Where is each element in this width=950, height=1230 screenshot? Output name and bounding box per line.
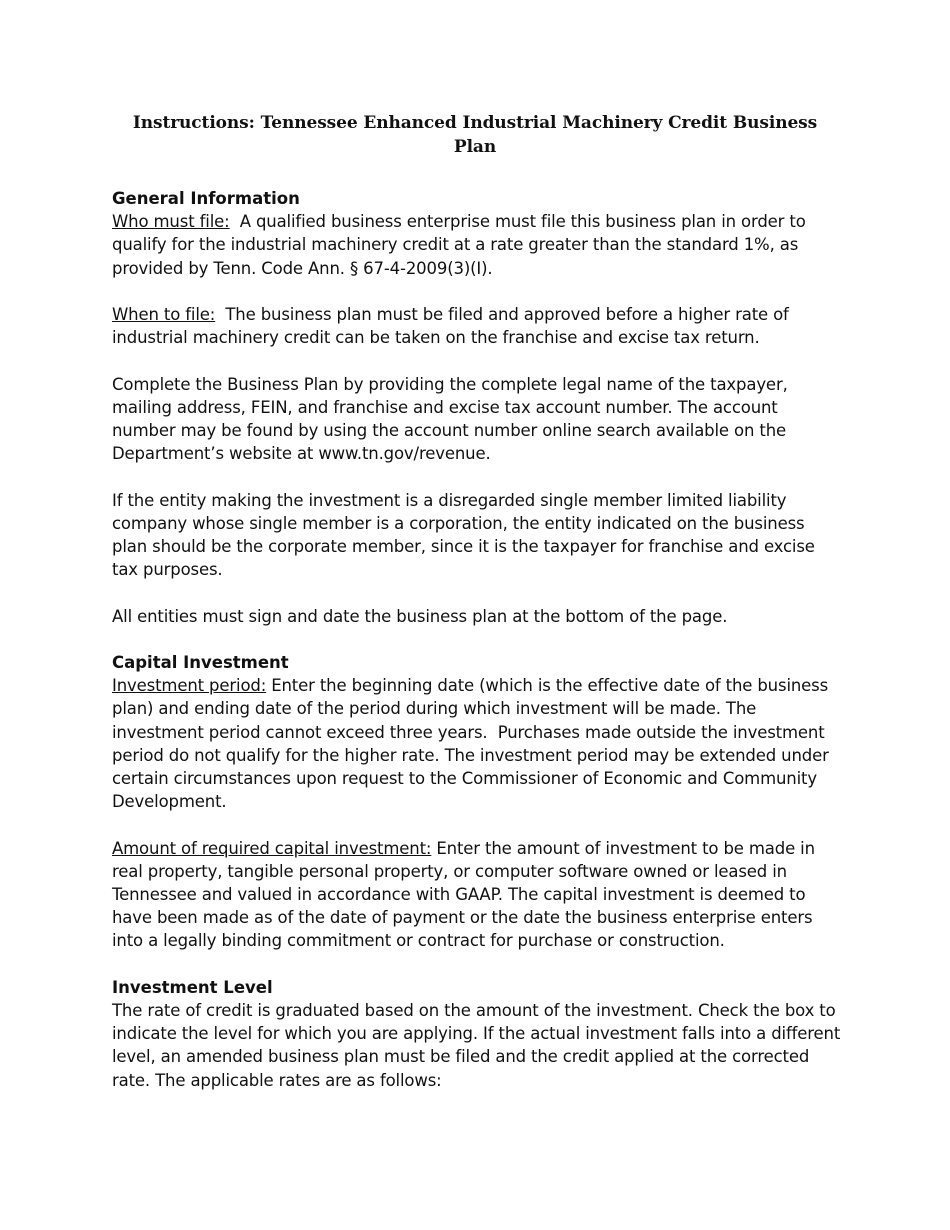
document-title: Instructions: Tennessee Enhanced Industrial Machinery Credit Business Plan [132, 113, 818, 157]
when-to-file-label: When to file: [112, 305, 216, 324]
investment-level-paragraph: The rate of credit is graduated based on the amount of the investment. Check the box to indicate the level for which you are applying. If the actual investment falls into a different level, an amended business plan must be filed and the credit applied at the corrected rate. The applicable rates are as follows: [112, 1001, 841, 1090]
sign-and-date-paragraph: All entities must sign and date the business plan at the bottom of the page. [112, 606, 728, 626]
investment-level-heading: Investment Level [112, 977, 273, 997]
required-investment-paragraph [112, 837, 842, 953]
who-must-file-text: A qualified business enterprise must file this business plan in order to qualify for the industrial machinery credit at a rate greater than the standard 1%, as provided by Tenn. Code Ann. § 67-4-2009(3)(I). [112, 212, 811, 278]
when-to-file-text: The business plan must be filed and approved before a higher rate of industrial machinery credit can be taken on the franchise and excise tax return. [112, 305, 794, 348]
who-must-file-paragraph [112, 210, 842, 280]
required-investment-label: Amount of required capital investment: [112, 838, 432, 858]
investment-period-text: Enter the beginning date (which is the effective date of the business plan) and ending date of the period during which investment will be made. The investment period cannot exceed three years. Purchases made outside the investment period do not qualify for the higher rate. The investment period may be extended under certain circumstances upon request to the Commissioner of Economic and Community Development. [112, 676, 834, 812]
disregarded-entity-paragraph: If the entity making the investment is a disregarded single member limited liability company whose single member is a corporation, the entity indicated on the business plan should be the corporate member, since it is the taxpayer for franchise and excise tax purposes. [112, 490, 815, 580]
investment-period-paragraph [112, 674, 842, 813]
who-must-file-label: Who must file: [112, 212, 230, 232]
complete-business-plan-paragraph: Complete the Business Plan by providing the complete legal name of the taxpayer, mailing address, FEIN, and franchise and excise tax account number. The account number may be found by using the account number online search available on the Department’s website at www.tn.gov/revenue. [112, 374, 788, 464]
document-page [112, 111, 842, 1115]
required-investment-text: Enter the amount of investment to be made in real property, tangible personal property, or computer software owned or leased in Tennessee and valued in accordance with GAAP. The capital investment is deemed to have been made as of the date of payment or the date the business enterprise enters into a legally binding commitment or contract for purchase or construction. [112, 838, 815, 951]
general-information-heading: General Information [112, 189, 300, 208]
capital-investment-heading: Capital Investment [112, 652, 289, 672]
investment-period-label: Investment period: [112, 676, 267, 696]
when-to-file-paragraph [112, 303, 842, 349]
